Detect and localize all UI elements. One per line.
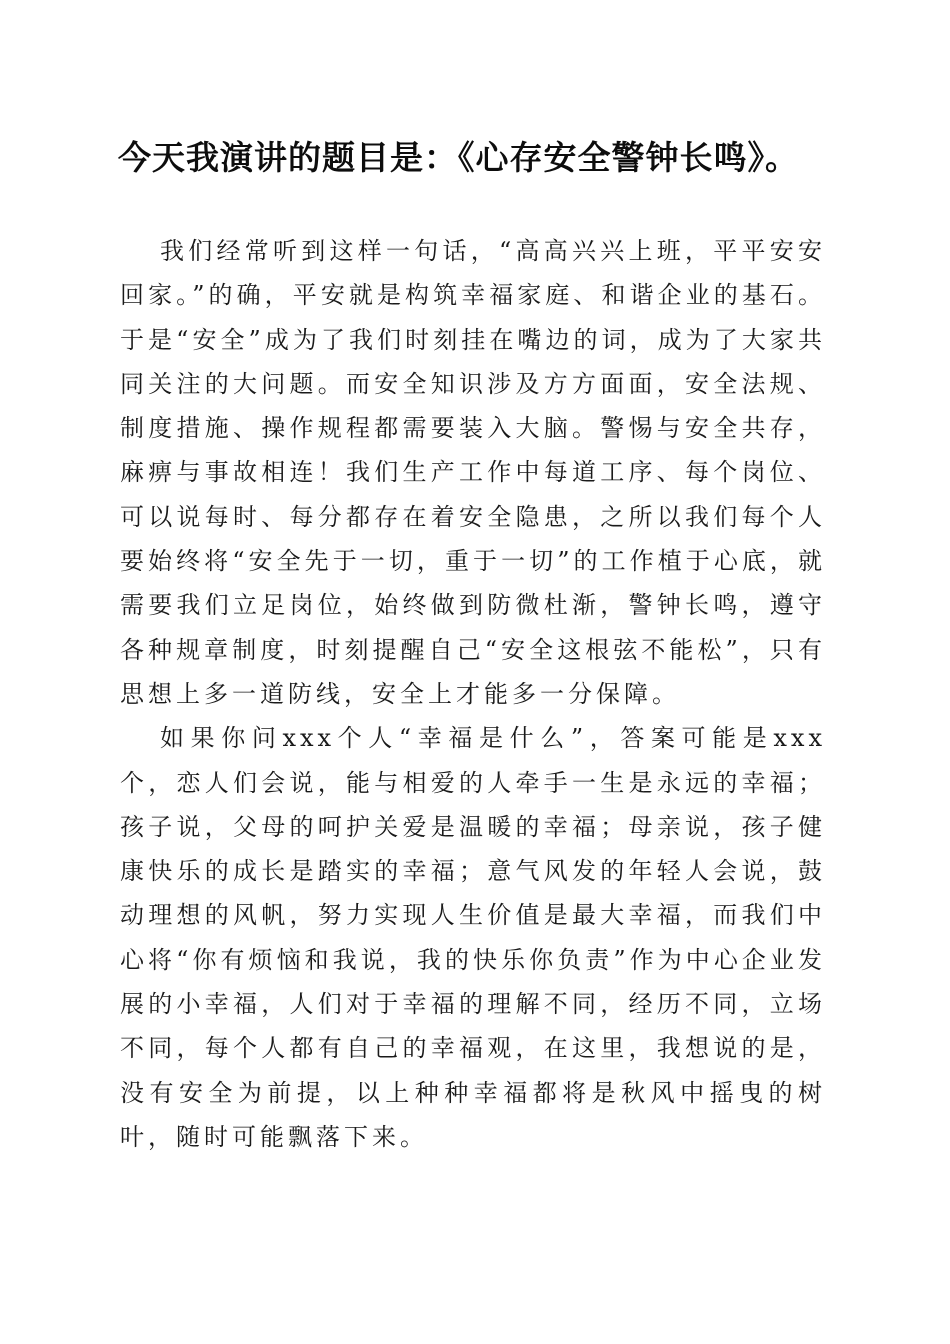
document-body <box>120 229 826 1159</box>
paragraph-2: 如果你问xxx个人“幸福是什么”，答案可能是xxx个，恋人们会说，能与相爱的人牵手一生是永远的幸福；孩子说，父母的呵护关爱是温暖的幸福；母亲说，孩子健康快乐的成长是踏实的幸福；意气风发的年轻人会说，鼓动理想的风帆，努力实现人生价值是最大幸福，而我们中心将“你有烦恼和我说，我的快乐你负责”作为中心企业发展的小幸福，人们对于幸福的理解不同，经历不同，立场不同，每个人都有自己的幸福观，在这里，我想说的是，没有安全为前提，以上种种幸福都将是秋风中摇曳的树叶，随时可能飘落下来。 <box>120 724 826 1151</box>
paragraph-1: 我们经常听到这样一句话，“高高兴兴上班，平平安安回家。”的确，平安就是构筑幸福家庭、和谐企业的基石。于是“安全”成为了我们时刻挂在嘴边的词，成为了大家共同关注的大问题。而安全知识涉及方方面面，安全法规、制度措施、操作规程都需要装入大脑。警惕与安全共存，麻痹与事故相连！我们生产工作中每道工序、每个岗位、可以说每时、每分都存在着安全隐患，之所以我们每个人要始终将“安全先于一切，重于一切”的工作植于心底，就需要我们立足岗位，始终做到防微杜渐，警钟长鸣，遵守各种规章制度，时刻提醒自己“安全这根弦不能松”，只有思想上多一道防线，安全上才能多一分保障。 <box>120 237 826 708</box>
document-title: 今天我演讲的题目是：《心存安全警钟长鸣》。 <box>118 138 799 177</box>
